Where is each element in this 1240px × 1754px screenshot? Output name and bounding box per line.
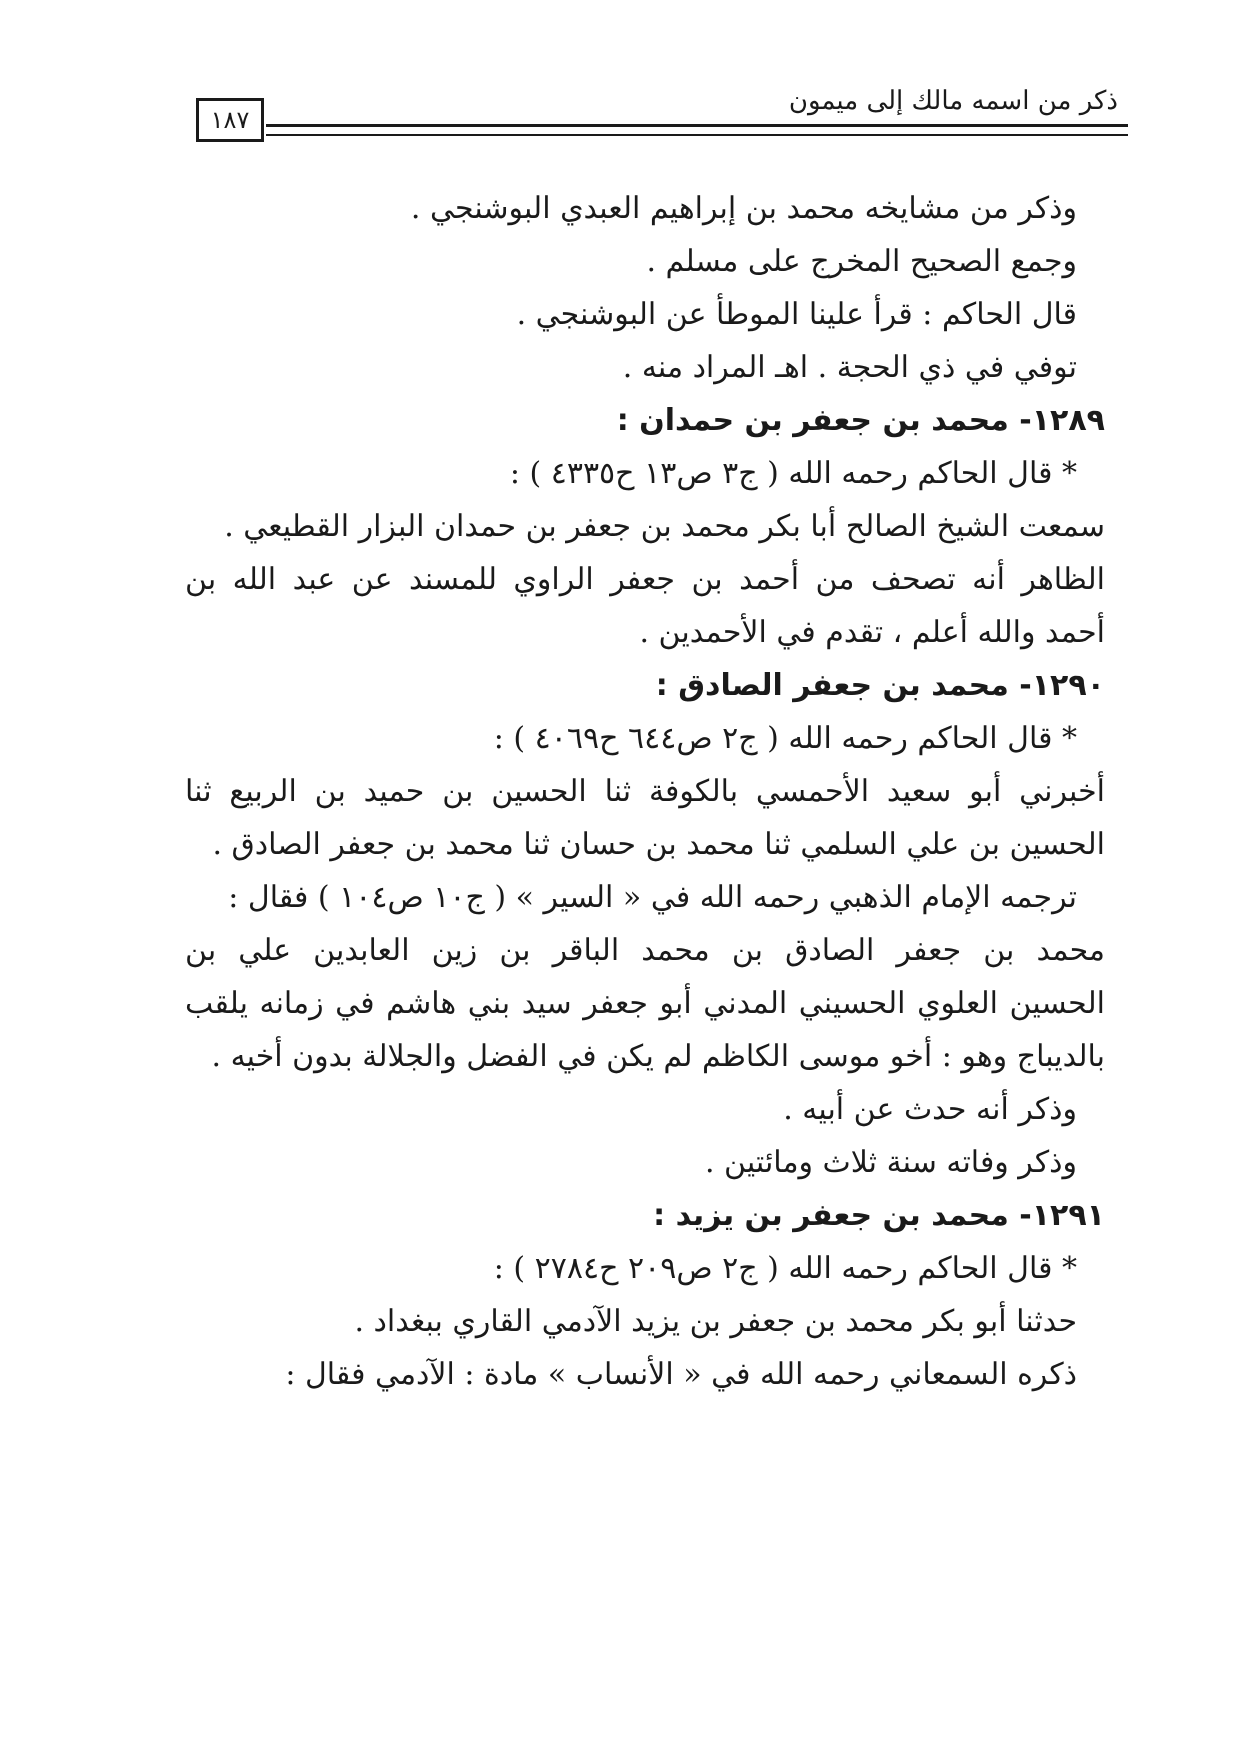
text-line: وذكر أنه حدث عن أبيه . xyxy=(783,1092,1077,1127)
text-line: الظاهر أنه تصحف من أحمد بن جعفر الراوي للمسند عن عبد الله بن xyxy=(185,562,1105,597)
text-line: محمد بن جعفر الصادق بن محمد الباقر بن زين العابدين علي بن xyxy=(185,933,1105,968)
citation-line: * قال الحاكم رحمه الله ( ج٣ ص١٣ ح٤٣٣٥ ) : xyxy=(509,456,1077,491)
text-line: ترجمه الإمام الذهبي رحمه الله في « السير » ( ج١٠ ص١٠٤ ) فقال : xyxy=(228,880,1077,915)
text-line: حدثنا أبو بكر محمد بن جعفر بن يزيد الآدمي القاري ببغداد . xyxy=(354,1304,1077,1339)
text-line: وجمع الصحيح المخرج على مسلم . xyxy=(646,244,1077,279)
text-line: سمعت الشيخ الصالح أبا بكر محمد بن جعفر بن حمدان البزار القطيعي . xyxy=(224,509,1105,544)
header-rule-thin xyxy=(266,134,1128,136)
text-line: الحسين العلوي الحسيني المدني أبو جعفر سيد بني هاشم في زمانه يلقب xyxy=(185,986,1105,1021)
running-header-title: ذكر من اسمه مالك إلى ميمون xyxy=(788,86,1118,116)
citation-line: * قال الحاكم رحمه الله ( ج٢ ص٢٠٩ ح٢٧٨٤ ) : xyxy=(493,1251,1077,1286)
entry-heading: ١٢٩١- محمد بن جعفر بن يزيد : xyxy=(653,1198,1105,1233)
page-header xyxy=(196,82,1128,148)
text-line: قال الحاكم : قرأ علينا الموطأ عن البوشنجي . xyxy=(516,297,1077,332)
text-line: توفي في ذي الحجة . اهـ المراد منه . xyxy=(622,350,1077,385)
entry-heading: ١٢٩٠- محمد بن جعفر الصادق : xyxy=(655,668,1105,703)
text-line: وذكر من مشايخه محمد بن إبراهيم العبدي البوشنجي . xyxy=(410,191,1077,226)
page-body xyxy=(185,182,1105,1401)
citation-line: * قال الحاكم رحمه الله ( ج٢ ص٦٤٤ ح٤٠٦٩ ) : xyxy=(493,721,1077,756)
text-line: الحسين بن علي السلمي ثنا محمد بن حسان ثنا محمد بن جعفر الصادق . xyxy=(212,827,1105,862)
text-line: بالديباج وهو : أخو موسى الكاظم لم يكن في الفضل والجلالة بدون أخيه . xyxy=(211,1039,1105,1074)
text-line: ذكره السمعاني رحمه الله في « الأنساب » مادة : الآدمي فقال : xyxy=(285,1357,1077,1392)
entry-heading: ١٢٨٩- محمد بن جعفر بن حمدان : xyxy=(616,403,1105,438)
text-line: وذكر وفاته سنة ثلاث ومائتين . xyxy=(704,1145,1077,1180)
text-line: أخبرني أبو سعيد الأحمسي بالكوفة ثنا الحسين بن حميد بن الربيع ثنا xyxy=(185,774,1105,809)
page-number: ١٨٧ xyxy=(196,98,264,142)
header-rule-thick xyxy=(266,124,1128,127)
text-line: أحمد والله أعلم ، تقدم في الأحمدين . xyxy=(639,615,1105,650)
